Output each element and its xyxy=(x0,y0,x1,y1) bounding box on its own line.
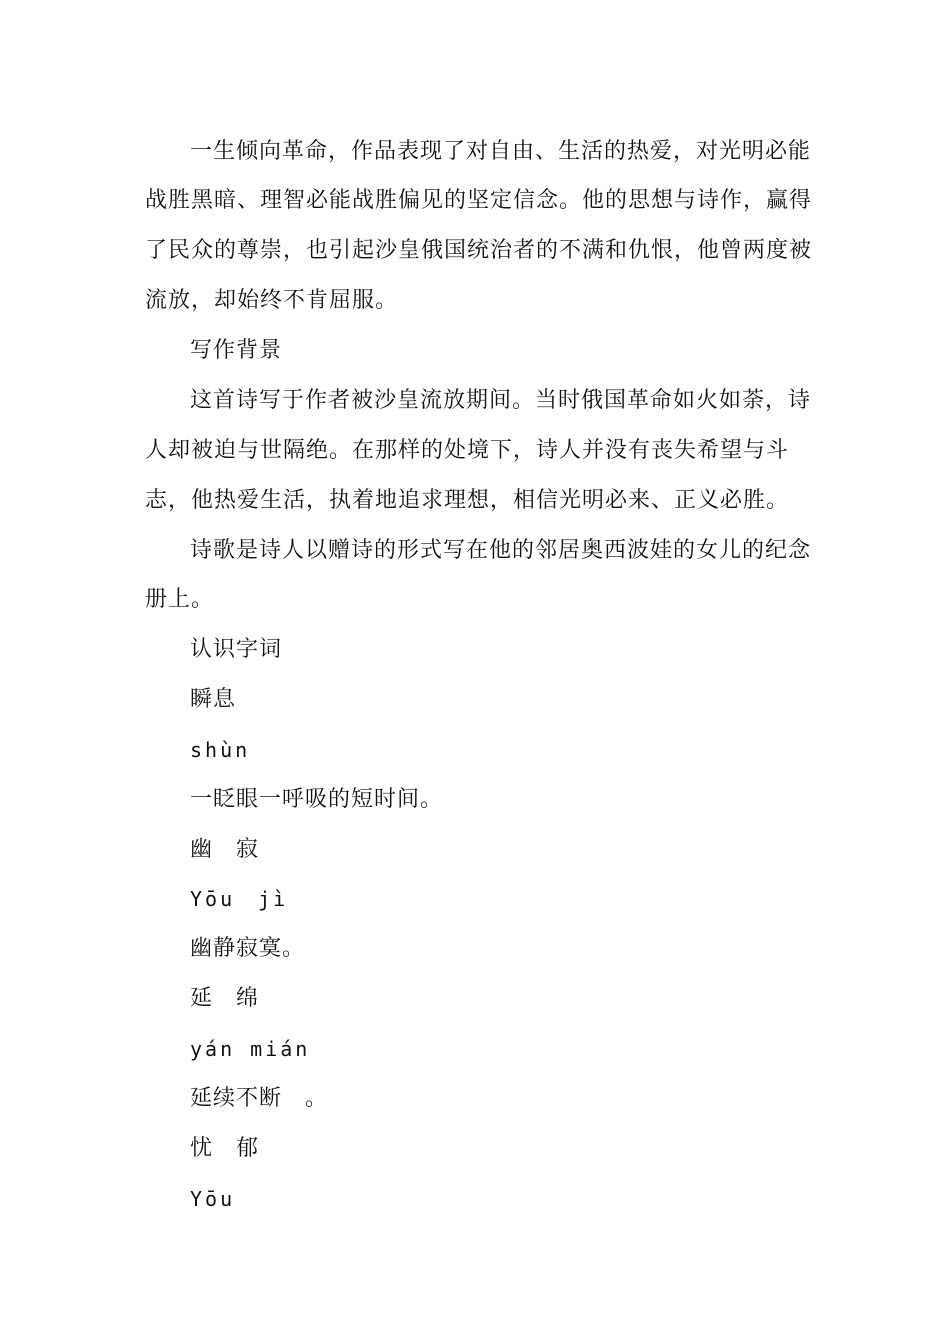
vocab-pinyin: Yōu xyxy=(190,1187,236,1211)
paragraph-1-line-2: 战胜黑暗、理智必能战胜偏见的坚定信念。他的思想与诗作，赢得 xyxy=(145,188,813,213)
paragraph-3-line-2: 册上。 xyxy=(145,587,215,612)
vocab-meaning: 一眨眼一呼吸的短时间。 xyxy=(190,787,444,812)
paragraph-2-line-1: 这首诗写于作者被沙皇流放期间。当时俄国革命如火如荼，诗 xyxy=(190,388,812,413)
heading-writing-background: 写作背景 xyxy=(190,338,283,363)
vocab-word: 瞬息 xyxy=(190,687,237,712)
paragraph-1-line-4: 流放，却始终不肯屈服。 xyxy=(145,288,399,313)
paragraph-1-line-3: 了民众的尊崇，也引起沙皇俄国统治者的不满和仇恨，他曾两度被 xyxy=(145,238,813,263)
vocab-word: 忧 郁 xyxy=(190,1136,260,1161)
vocab-meaning: 延续不断 。 xyxy=(190,1086,329,1111)
vocab-pinyin: Yōu jì xyxy=(190,887,289,911)
vocab-pinyin: shùn xyxy=(190,738,251,762)
vocab-word: 幽 寂 xyxy=(190,837,260,862)
paragraph-1-line-1: 一生倾向革命，作品表现了对自由、生活的热爱，对光明必能 xyxy=(190,139,812,164)
vocab-pinyin: yán mián xyxy=(190,1037,311,1061)
paragraph-2-line-3: 志，他热爱生活，执着地追求理想，相信光明必来、正义必胜。 xyxy=(145,488,790,513)
vocab-word: 延 绵 xyxy=(190,986,260,1011)
paragraph-2-line-2: 人却被迫与世隔绝。在那样的处境下，诗人并没有丧失希望与斗 xyxy=(145,438,790,463)
heading-vocabulary: 认识字词 xyxy=(190,637,283,662)
vocab-meaning: 幽静寂寞。 xyxy=(190,936,306,961)
paragraph-3-line-1: 诗歌是诗人以赠诗的形式写在他的邻居奥西波娃的女儿的纪念 xyxy=(190,538,812,563)
